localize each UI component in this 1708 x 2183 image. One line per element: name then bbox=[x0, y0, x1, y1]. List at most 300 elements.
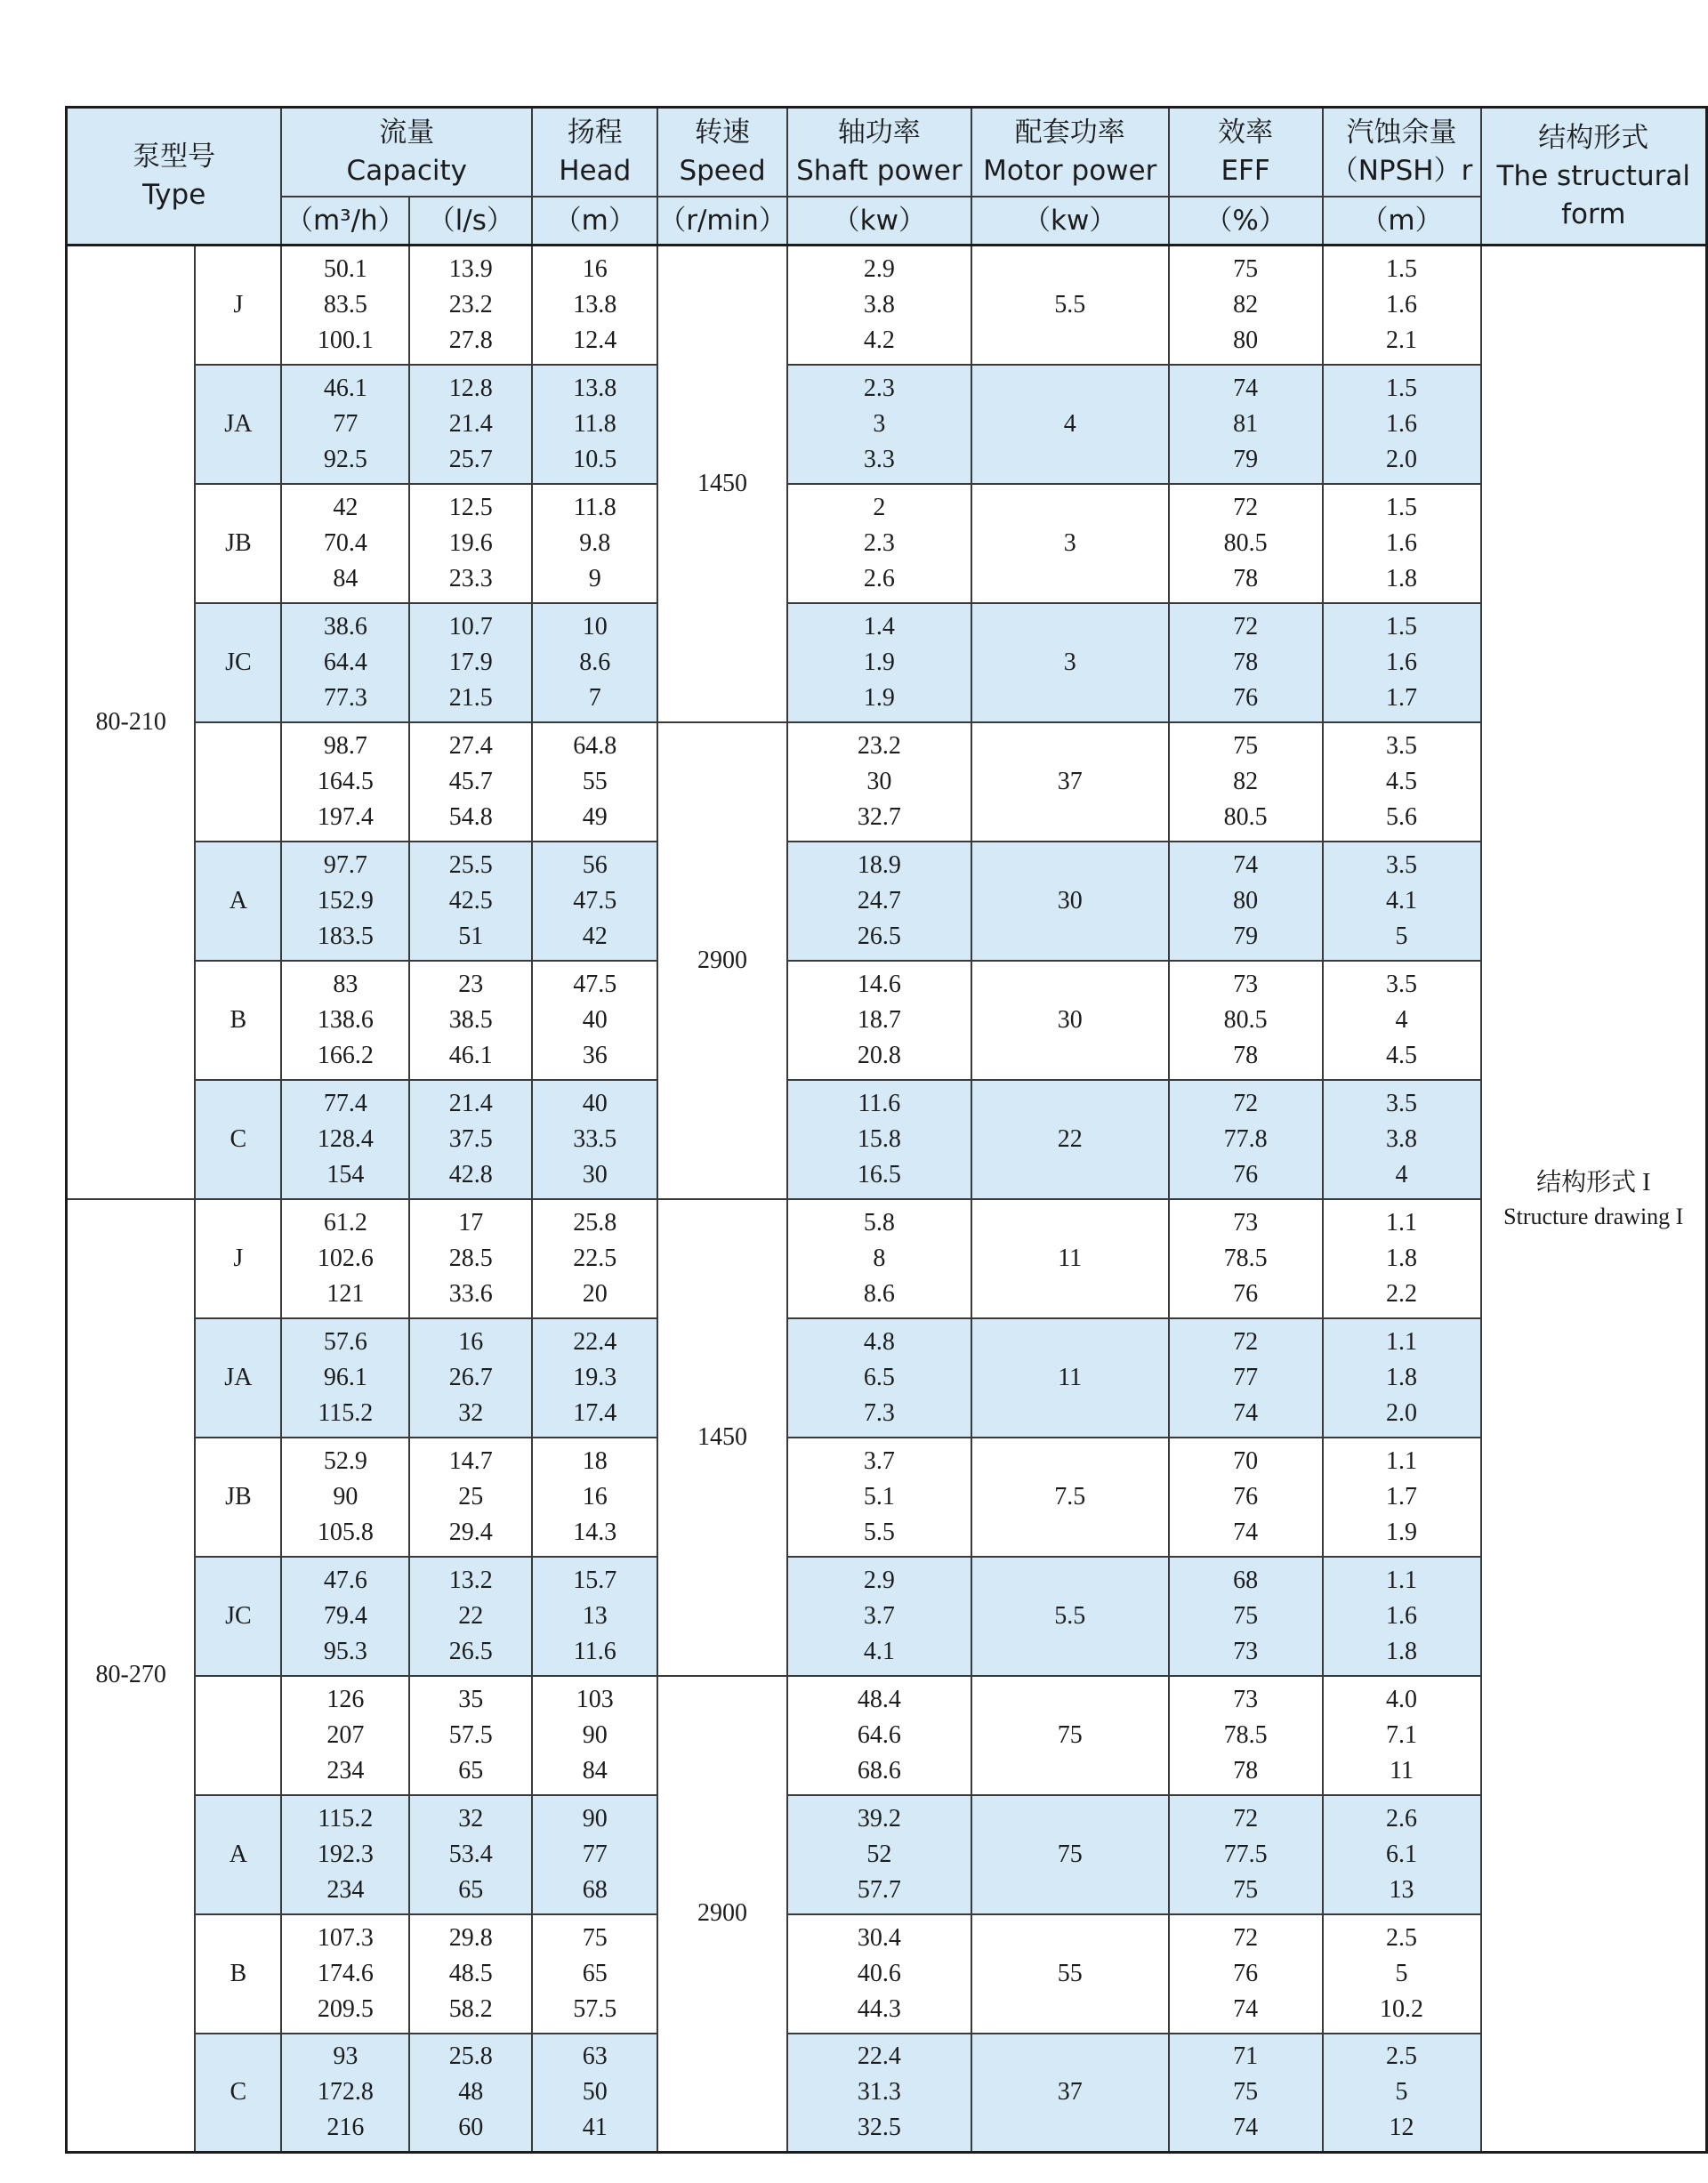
shaft-power-cell-value: 3.7 bbox=[863, 1601, 895, 1630]
model-cell: 80-210 bbox=[67, 246, 196, 1199]
head-cell-value: 47.5 bbox=[573, 886, 617, 914]
npsh-cell bbox=[1323, 1914, 1481, 2034]
capacity-m3h-cell-value: 47.6 bbox=[323, 1566, 367, 1594]
capacity-m3h-cell-value: 50.1 bbox=[323, 254, 367, 283]
efficiency-cell-value: 77.5 bbox=[1223, 1840, 1268, 1868]
efficiency-cell bbox=[1169, 1318, 1323, 1438]
capacity-m3h-cell-value: 95.3 bbox=[323, 1637, 367, 1665]
capacity-ls-cell-value: 48.5 bbox=[448, 1959, 493, 1987]
capacity-ls-cell-value: 54.8 bbox=[448, 802, 493, 831]
npsh-cell bbox=[1323, 484, 1481, 603]
head-cell-value: 57.5 bbox=[573, 1994, 617, 2023]
capacity-ls-cell-value: 23.2 bbox=[448, 290, 493, 318]
capacity-m3h-cell-value: 96.1 bbox=[323, 1363, 367, 1391]
motor-power-cell: 5.5 bbox=[971, 246, 1169, 365]
npsh-cell-value: 13 bbox=[1389, 1875, 1414, 1904]
capacity-m3h-cell-value: 126 bbox=[326, 1685, 365, 1713]
capacity-ls-cell-value: 25.8 bbox=[448, 2042, 493, 2071]
unit-head: （m） bbox=[532, 197, 657, 246]
efficiency-cell-value: 68 bbox=[1233, 1566, 1259, 1594]
table-row bbox=[67, 246, 1707, 365]
capacity-m3h-cell-value: 90 bbox=[333, 1482, 359, 1510]
efficiency-cell-value: 70 bbox=[1233, 1446, 1259, 1475]
capacity-ls-cell-value: 28.5 bbox=[448, 1244, 493, 1272]
shaft-power-cell-value: 14.6 bbox=[857, 970, 901, 998]
npsh-cell-value: 3.8 bbox=[1386, 1124, 1418, 1153]
table-row bbox=[67, 365, 1707, 484]
shaft-power-cell-value: 16.5 bbox=[857, 1160, 901, 1188]
capacity-m3h-cell-value: 46.1 bbox=[323, 374, 367, 402]
capacity-ls-cell-value: 14.7 bbox=[448, 1446, 493, 1475]
efficiency-cell-value: 74 bbox=[1233, 1398, 1259, 1427]
npsh-cell-value: 1.8 bbox=[1386, 1244, 1418, 1272]
capacity-m3h-cell-value: 234 bbox=[326, 1875, 365, 1904]
shaft-power-cell-value: 26.5 bbox=[857, 922, 901, 950]
head-cell-value: 90 bbox=[582, 1720, 608, 1749]
capacity-ls-cell-value: 27.4 bbox=[448, 731, 493, 760]
efficiency-cell-value: 72 bbox=[1233, 612, 1259, 640]
efficiency-cell-value: 77.8 bbox=[1223, 1124, 1268, 1153]
capacity-ls-cell bbox=[409, 246, 532, 365]
npsh-cell-value: 10.2 bbox=[1380, 1994, 1424, 2023]
variant-cell: JC bbox=[195, 603, 281, 722]
efficiency-cell-value: 78.5 bbox=[1223, 1244, 1268, 1272]
shaft-power-cell bbox=[787, 1080, 971, 1199]
shaft-power-cell bbox=[787, 722, 971, 842]
head-cell-value: 30 bbox=[582, 1160, 608, 1188]
efficiency-cell bbox=[1169, 1438, 1323, 1557]
capacity-ls-cell-value: 19.6 bbox=[448, 528, 493, 557]
speed-cell: 1450 bbox=[657, 1199, 787, 1676]
capacity-ls-cell-value: 29.8 bbox=[448, 1923, 493, 1952]
head-cell-value: 47.5 bbox=[573, 970, 617, 998]
shaft-power-cell-value: 68.6 bbox=[857, 1756, 901, 1784]
head-cell-value: 65 bbox=[582, 1959, 608, 1987]
head-cell-value: 55 bbox=[582, 767, 608, 795]
table-row bbox=[67, 2034, 1707, 2153]
npsh-cell-value: 4.0 bbox=[1386, 1685, 1418, 1713]
head-cell bbox=[532, 1318, 657, 1438]
shaft-power-cell bbox=[787, 1795, 971, 1914]
capacity-ls-cell-value: 25.5 bbox=[448, 850, 493, 879]
npsh-cell-value: 6.1 bbox=[1386, 1840, 1418, 1868]
capacity-ls-cell-value: 65 bbox=[458, 1875, 484, 1904]
capacity-m3h-cell-value: 121 bbox=[326, 1279, 365, 1308]
head-cell-value: 10 bbox=[582, 612, 608, 640]
capacity-ls-cell-value: 33.6 bbox=[448, 1279, 493, 1308]
capacity-ls-cell bbox=[409, 1914, 532, 2034]
shaft-power-cell-value: 15.8 bbox=[857, 1124, 901, 1153]
capacity-m3h-cell-value: 92.5 bbox=[323, 445, 367, 473]
capacity-ls-cell-value: 46.1 bbox=[448, 1041, 493, 1069]
capacity-ls-cell bbox=[409, 722, 532, 842]
table-row bbox=[67, 722, 1707, 842]
table-body bbox=[67, 246, 1707, 2153]
npsh-cell-value: 1.6 bbox=[1386, 1601, 1418, 1630]
variant-cell: JC bbox=[195, 1557, 281, 1676]
npsh-cell-value: 4.1 bbox=[1386, 886, 1418, 914]
capacity-m3h-cell-value: 107.3 bbox=[317, 1923, 374, 1952]
head-cell bbox=[532, 1795, 657, 1914]
unit-ls: （l/s） bbox=[409, 197, 532, 246]
shaft-power-cell-value: 2.6 bbox=[863, 564, 895, 592]
shaft-power-cell-value: 5.8 bbox=[863, 1208, 895, 1236]
shaft-power-cell-value: 3.3 bbox=[863, 445, 895, 473]
shaft-power-cell-value: 20.8 bbox=[857, 1041, 901, 1069]
capacity-m3h-cell-value: 79.4 bbox=[323, 1601, 367, 1630]
capacity-m3h-cell bbox=[281, 842, 409, 961]
shaft-power-cell-value: 57.7 bbox=[857, 1875, 901, 1904]
npsh-cell-value: 1.5 bbox=[1386, 612, 1418, 640]
variant-cell bbox=[195, 1676, 281, 1795]
table-row bbox=[67, 603, 1707, 722]
npsh-cell bbox=[1323, 961, 1481, 1080]
capacity-ls-cell bbox=[409, 1199, 532, 1318]
capacity-ls-cell bbox=[409, 1676, 532, 1795]
shaft-power-cell bbox=[787, 1199, 971, 1318]
npsh-cell-value: 4.5 bbox=[1386, 1041, 1418, 1069]
capacity-m3h-cell-value: 77.3 bbox=[323, 683, 367, 712]
capacity-ls-cell bbox=[409, 1438, 532, 1557]
capacity-ls-cell bbox=[409, 365, 532, 484]
npsh-cell-value: 1.6 bbox=[1386, 648, 1418, 676]
speed-cell: 2900 bbox=[657, 722, 787, 1199]
efficiency-cell-value: 74 bbox=[1233, 2114, 1259, 2142]
efficiency-cell-value: 76 bbox=[1233, 1482, 1259, 1510]
head-cell-value: 22.4 bbox=[573, 1327, 617, 1356]
npsh-cell-value: 3.5 bbox=[1386, 731, 1418, 760]
model-cell: 80-270 bbox=[67, 1199, 196, 2153]
capacity-ls-cell-value: 38.5 bbox=[448, 1005, 493, 1034]
shaft-power-cell-value: 39.2 bbox=[857, 1804, 901, 1833]
head-cell bbox=[532, 246, 657, 365]
efficiency-cell-value: 75 bbox=[1233, 2078, 1259, 2106]
npsh-cell-value: 5 bbox=[1395, 922, 1408, 950]
shaft-power-cell-value: 1.4 bbox=[863, 612, 895, 640]
motor-power-cell: 3 bbox=[971, 603, 1169, 722]
table-row bbox=[67, 1438, 1707, 1557]
shaft-power-cell-value: 1.9 bbox=[863, 683, 895, 712]
shaft-power-cell bbox=[787, 1914, 971, 2034]
head-cell-value: 13.8 bbox=[573, 290, 617, 318]
table-row bbox=[67, 1676, 1707, 1795]
capacity-ls-cell-value: 21.4 bbox=[448, 1089, 493, 1117]
efficiency-cell-value: 82 bbox=[1233, 767, 1259, 795]
capacity-m3h-cell bbox=[281, 1199, 409, 1318]
npsh-cell-value: 2.0 bbox=[1386, 1398, 1418, 1427]
efficiency-cell bbox=[1169, 484, 1323, 603]
unit-npsh: （m） bbox=[1323, 197, 1481, 246]
head-cell-value: 8.6 bbox=[579, 648, 611, 676]
head-cell-value: 33.5 bbox=[573, 1124, 617, 1153]
capacity-ls-cell-value: 25.7 bbox=[448, 445, 493, 473]
npsh-cell-value: 2.2 bbox=[1386, 1279, 1418, 1308]
variant-cell bbox=[195, 722, 281, 842]
capacity-ls-cell-value: 13.2 bbox=[448, 1566, 493, 1594]
shaft-power-header: 轴功率 Shaft power bbox=[787, 108, 971, 197]
npsh-cell-value: 11 bbox=[1390, 1756, 1414, 1784]
head-cell-value: 11.8 bbox=[573, 409, 616, 438]
efficiency-cell-value: 74 bbox=[1233, 850, 1259, 879]
npsh-cell-value: 1.7 bbox=[1386, 683, 1418, 712]
capacity-ls-cell-value: 51 bbox=[458, 922, 484, 950]
motor-power-cell: 5.5 bbox=[971, 1557, 1169, 1676]
efficiency-cell-value: 78 bbox=[1233, 564, 1259, 592]
motor-power-cell: 75 bbox=[971, 1676, 1169, 1795]
shaft-power-cell-value: 5.5 bbox=[863, 1518, 895, 1546]
efficiency-cell-value: 76 bbox=[1233, 683, 1259, 712]
head-cell-value: 90 bbox=[582, 1804, 608, 1833]
shaft-power-cell-value: 48.4 bbox=[857, 1685, 901, 1713]
structure-label-en: Structure drawing I bbox=[1503, 1203, 1684, 1229]
capacity-m3h-cell-value: 102.6 bbox=[317, 1244, 374, 1272]
efficiency-cell-value: 81 bbox=[1233, 409, 1259, 438]
efficiency-cell bbox=[1169, 1080, 1323, 1199]
head-cell-value: 11.8 bbox=[573, 493, 616, 521]
capacity-m3h-cell-value: 38.6 bbox=[323, 612, 367, 640]
efficiency-cell bbox=[1169, 1795, 1323, 1914]
efficiency-cell-value: 80 bbox=[1233, 326, 1259, 354]
capacity-m3h-cell-value: 115.2 bbox=[318, 1804, 374, 1833]
capacity-m3h-cell-value: 115.2 bbox=[318, 1398, 374, 1427]
variant-cell: C bbox=[195, 1080, 281, 1199]
table-row bbox=[67, 484, 1707, 603]
unit-speed: （r/min） bbox=[657, 197, 787, 246]
variant-cell: JB bbox=[195, 484, 281, 603]
npsh-cell-value: 1.5 bbox=[1386, 493, 1418, 521]
motor-power-cell: 7.5 bbox=[971, 1438, 1169, 1557]
capacity-m3h-cell-value: 183.5 bbox=[317, 922, 374, 950]
efficiency-cell-value: 76 bbox=[1233, 1959, 1259, 1987]
head-cell-value: 9.8 bbox=[579, 528, 611, 557]
efficiency-cell-value: 79 bbox=[1233, 445, 1259, 473]
capacity-ls-cell-value: 10.7 bbox=[448, 612, 493, 640]
motor-power-cell: 22 bbox=[971, 1080, 1169, 1199]
efficiency-cell-value: 80.5 bbox=[1223, 1005, 1268, 1034]
table-row bbox=[67, 961, 1707, 1080]
capacity-ls-cell bbox=[409, 842, 532, 961]
efficiency-cell bbox=[1169, 1914, 1323, 2034]
shaft-power-cell-value: 24.7 bbox=[857, 886, 901, 914]
head-cell-value: 103 bbox=[576, 1685, 614, 1713]
capacity-m3h-cell-value: 100.1 bbox=[317, 326, 374, 354]
efficiency-cell bbox=[1169, 1676, 1323, 1795]
head-cell-value: 10.5 bbox=[573, 445, 617, 473]
npsh-cell-value: 2.5 bbox=[1386, 1923, 1418, 1952]
efficiency-cell-value: 73 bbox=[1233, 1637, 1259, 1665]
npsh-cell-value: 4 bbox=[1395, 1160, 1408, 1188]
shaft-power-cell-value: 2.9 bbox=[863, 1566, 895, 1594]
head-cell-value: 7 bbox=[588, 683, 601, 712]
head-cell-value: 22.5 bbox=[573, 1244, 617, 1272]
head-cell-value: 41 bbox=[582, 2114, 608, 2142]
efficiency-cell bbox=[1169, 246, 1323, 365]
capacity-m3h-cell-value: 154 bbox=[326, 1160, 365, 1188]
npsh-cell-value: 5 bbox=[1395, 1959, 1408, 1987]
efficiency-cell bbox=[1169, 1199, 1323, 1318]
shaft-power-cell-value: 8.6 bbox=[863, 1279, 895, 1308]
efficiency-cell-value: 73 bbox=[1233, 970, 1259, 998]
npsh-cell bbox=[1323, 246, 1481, 365]
capacity-ls-cell-value: 23.3 bbox=[448, 564, 493, 592]
capacity-ls-cell-value: 21.5 bbox=[448, 683, 493, 712]
efficiency-cell-value: 80 bbox=[1233, 886, 1259, 914]
motor-power-cell: 11 bbox=[971, 1199, 1169, 1318]
head-cell bbox=[532, 365, 657, 484]
variant-cell: JA bbox=[195, 365, 281, 484]
npsh-cell-value: 4 bbox=[1395, 1005, 1408, 1034]
shaft-power-cell-value: 4.2 bbox=[863, 326, 895, 354]
npsh-cell bbox=[1323, 603, 1481, 722]
shaft-power-cell-value: 30.4 bbox=[857, 1923, 901, 1952]
capacity-ls-cell bbox=[409, 1795, 532, 1914]
head-cell bbox=[532, 1557, 657, 1676]
shaft-power-cell-value: 2.3 bbox=[863, 528, 895, 557]
npsh-cell bbox=[1323, 1199, 1481, 1318]
efficiency-header: 效率 EFF bbox=[1169, 108, 1323, 197]
shaft-power-cell-value: 32.5 bbox=[857, 2114, 901, 2142]
variant-cell: JA bbox=[195, 1318, 281, 1438]
head-cell-value: 20 bbox=[582, 1279, 608, 1308]
capacity-ls-cell-value: 27.8 bbox=[448, 326, 493, 354]
capacity-m3h-cell-value: 209.5 bbox=[317, 1994, 374, 2023]
capacity-header: 流量 Capacity bbox=[281, 108, 532, 197]
head-cell bbox=[532, 603, 657, 722]
unit-eff: （%） bbox=[1169, 197, 1323, 246]
head-cell bbox=[532, 961, 657, 1080]
shaft-power-cell-value: 64.6 bbox=[857, 1720, 901, 1749]
variant-cell: C bbox=[195, 2034, 281, 2153]
shaft-power-cell-value: 4.1 bbox=[863, 1637, 895, 1665]
shaft-power-cell-value: 7.3 bbox=[863, 1398, 895, 1427]
capacity-ls-cell-value: 26.5 bbox=[448, 1637, 493, 1665]
shaft-power-cell-value: 31.3 bbox=[857, 2078, 901, 2106]
shaft-power-cell-value: 3.7 bbox=[863, 1446, 895, 1475]
capacity-m3h-cell-value: 70.4 bbox=[323, 528, 367, 557]
unit-shaft: （kw） bbox=[787, 197, 971, 246]
capacity-m3h-cell-value: 93 bbox=[333, 2042, 359, 2071]
capacity-m3h-cell-value: 77.4 bbox=[323, 1089, 367, 1117]
variant-cell: B bbox=[195, 1914, 281, 2034]
speed-cell: 2900 bbox=[657, 1676, 787, 2153]
capacity-m3h-cell bbox=[281, 961, 409, 1080]
shaft-power-cell-value: 2 bbox=[873, 493, 886, 521]
shaft-power-cell bbox=[787, 603, 971, 722]
npsh-cell-value: 1.1 bbox=[1386, 1208, 1418, 1236]
efficiency-cell-value: 72 bbox=[1233, 1327, 1259, 1356]
motor-power-cell: 55 bbox=[971, 1914, 1169, 2034]
shaft-power-cell bbox=[787, 484, 971, 603]
structure-label-cn: 结构形式 I bbox=[1536, 1168, 1651, 1196]
capacity-m3h-cell-value: 83 bbox=[333, 970, 359, 998]
capacity-m3h-cell-value: 164.5 bbox=[317, 767, 374, 795]
head-cell-value: 84 bbox=[582, 1756, 608, 1784]
head-cell-value: 63 bbox=[582, 2042, 608, 2071]
shaft-power-cell bbox=[787, 1557, 971, 1676]
capacity-m3h-cell bbox=[281, 1795, 409, 1914]
shaft-power-cell-value: 18.7 bbox=[857, 1005, 901, 1034]
efficiency-cell bbox=[1169, 722, 1323, 842]
capacity-ls-cell-value: 13.9 bbox=[448, 254, 493, 283]
head-cell-value: 16 bbox=[582, 1482, 608, 1510]
capacity-m3h-cell-value: 128.4 bbox=[317, 1124, 374, 1153]
capacity-m3h-cell bbox=[281, 1914, 409, 2034]
head-cell bbox=[532, 1438, 657, 1557]
head-cell-value: 14.3 bbox=[573, 1518, 617, 1546]
shaft-power-cell-value: 1.9 bbox=[863, 648, 895, 676]
head-cell-value: 15.7 bbox=[573, 1566, 617, 1594]
head-cell-value: 11.6 bbox=[573, 1637, 616, 1665]
capacity-m3h-cell-value: 77 bbox=[333, 409, 359, 438]
shaft-power-cell-value: 44.3 bbox=[857, 1994, 901, 2023]
head-cell-value: 40 bbox=[582, 1005, 608, 1034]
efficiency-cell-value: 73 bbox=[1233, 1208, 1259, 1236]
motor-power-cell: 3 bbox=[971, 484, 1169, 603]
efficiency-cell-value: 82 bbox=[1233, 290, 1259, 318]
capacity-m3h-cell-value: 234 bbox=[326, 1756, 365, 1784]
motor-power-cell: 4 bbox=[971, 365, 1169, 484]
capacity-m3h-cell bbox=[281, 603, 409, 722]
shaft-power-cell bbox=[787, 365, 971, 484]
efficiency-cell-value: 80.5 bbox=[1223, 528, 1268, 557]
capacity-m3h-cell bbox=[281, 365, 409, 484]
npsh-cell bbox=[1323, 722, 1481, 842]
head-cell-value: 49 bbox=[582, 802, 608, 831]
efficiency-cell bbox=[1169, 365, 1323, 484]
head-header: 扬程 Head bbox=[532, 108, 657, 197]
capacity-ls-cell bbox=[409, 1080, 532, 1199]
efficiency-cell-value: 71 bbox=[1233, 2042, 1259, 2071]
capacity-m3h-cell bbox=[281, 1676, 409, 1795]
capacity-m3h-cell bbox=[281, 484, 409, 603]
efficiency-cell-value: 75 bbox=[1233, 254, 1259, 283]
shaft-power-cell-value: 3.8 bbox=[863, 290, 895, 318]
capacity-ls-cell bbox=[409, 1557, 532, 1676]
efficiency-cell-value: 74 bbox=[1233, 374, 1259, 402]
capacity-m3h-cell-value: 216 bbox=[326, 2114, 365, 2142]
efficiency-cell-value: 76 bbox=[1233, 1279, 1259, 1308]
capacity-m3h-cell-value: 52.9 bbox=[323, 1446, 367, 1475]
npsh-cell-value: 1.1 bbox=[1386, 1446, 1418, 1475]
capacity-m3h-cell-value: 83.5 bbox=[323, 290, 367, 318]
motor-power-cell: 37 bbox=[971, 2034, 1169, 2153]
capacity-m3h-cell-value: 61.2 bbox=[323, 1208, 367, 1236]
capacity-ls-cell-value: 26.7 bbox=[448, 1363, 493, 1391]
head-cell-value: 42 bbox=[582, 922, 608, 950]
capacity-ls-cell-value: 29.4 bbox=[448, 1518, 493, 1546]
capacity-m3h-cell-value: 57.6 bbox=[323, 1327, 367, 1356]
efficiency-cell-value: 78 bbox=[1233, 1041, 1259, 1069]
speed-cell: 1450 bbox=[657, 246, 787, 722]
shaft-power-cell-value: 23.2 bbox=[857, 731, 901, 760]
capacity-ls-cell-value: 37.5 bbox=[448, 1124, 493, 1153]
speed-header: 转速 Speed bbox=[657, 108, 787, 197]
efficiency-cell-value: 78 bbox=[1233, 648, 1259, 676]
shaft-power-cell-value: 22.4 bbox=[857, 2042, 901, 2071]
capacity-ls-cell bbox=[409, 961, 532, 1080]
capacity-m3h-cell-value: 98.7 bbox=[323, 731, 367, 760]
npsh-cell-value: 1.1 bbox=[1386, 1566, 1418, 1594]
capacity-m3h-cell bbox=[281, 246, 409, 365]
head-cell-value: 18 bbox=[582, 1446, 608, 1475]
efficiency-cell-value: 72 bbox=[1233, 1804, 1259, 1833]
efficiency-cell-value: 74 bbox=[1233, 1518, 1259, 1546]
head-cell bbox=[532, 1080, 657, 1199]
npsh-cell-value: 1.6 bbox=[1386, 409, 1418, 438]
motor-power-header: 配套功率 Motor power bbox=[971, 108, 1169, 197]
npsh-cell-value: 2.0 bbox=[1386, 445, 1418, 473]
npsh-header: 汽蚀余量 （NPSH）r bbox=[1323, 108, 1481, 197]
